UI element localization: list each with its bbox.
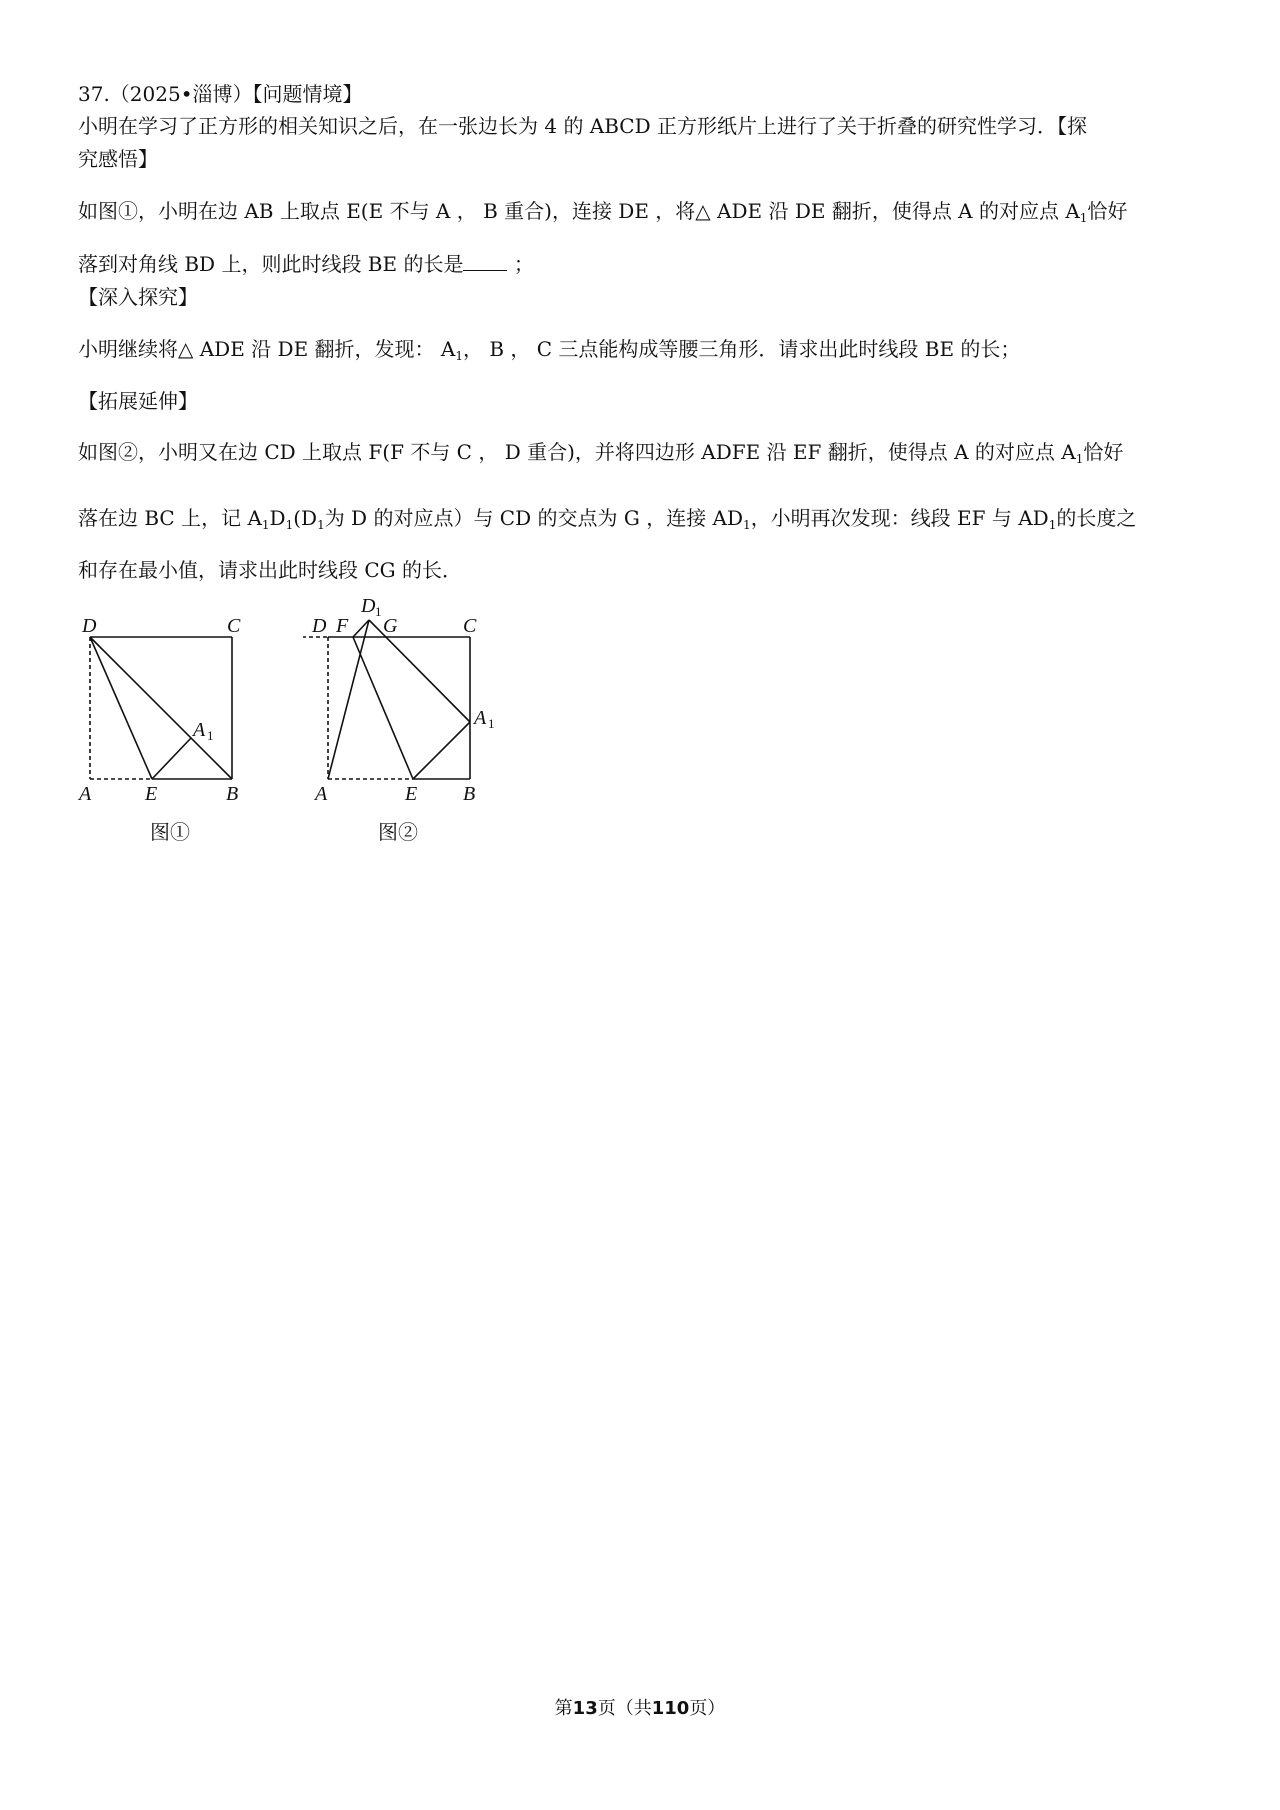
fold-line-ef [353, 637, 413, 779]
problem-text: 落在边 BC 上，记 A [78, 506, 262, 530]
problem-text: ； [507, 252, 534, 276]
label-d: D [312, 615, 327, 637]
section-heading: 【深入探究】 [78, 285, 198, 309]
problem-line [78, 438, 1123, 473]
figure-1-caption: 图① [150, 820, 190, 844]
problem-text: 恰好 [1087, 199, 1128, 223]
figure-1-geometry [90, 637, 232, 779]
footer-middle: 页（共 [597, 1698, 652, 1719]
subscript: 1 [317, 518, 325, 532]
label-a1: A [474, 707, 487, 729]
label-c: C [463, 615, 477, 637]
problem-line: 究感悟】 [78, 147, 158, 171]
segment-ad1 [328, 620, 369, 779]
footer-total-pages: 110 [651, 1698, 690, 1719]
figure-2-caption: 图② [378, 820, 418, 844]
label-a1-subscript: 1 [207, 728, 214, 743]
problem-line [78, 335, 1020, 370]
figure-2-geometry [303, 620, 470, 779]
problem-text: 如图①，小明在边 AB 上取点 E(E 不与 A ， B 重合)，连接 DE ，将△ ADE 沿 DE 翻折，使得点 A 的对应点 A [78, 199, 1080, 223]
label-c: C [227, 615, 241, 637]
problem-line [78, 504, 1136, 539]
problem-line: 和存在最小值，请求出此时线段 CG 的长． [78, 558, 462, 582]
label-e: E [145, 783, 158, 805]
label-a: A [79, 783, 92, 805]
answer-blank[interactable] [463, 252, 507, 271]
problem-text: ， B ， C 三点能构成等腰三角形．请求出此时线段 BE 的长； [462, 337, 1021, 361]
segment-ea1 [152, 738, 191, 779]
problem-text: 的长度之 [1056, 506, 1137, 530]
subscript: 1 [1079, 211, 1088, 225]
subscript: 1 [455, 349, 463, 363]
label-e: E [405, 783, 418, 805]
label-a1: A [193, 719, 206, 741]
subscript: 1 [1048, 518, 1057, 532]
subscript: 1 [285, 518, 294, 532]
label-b: B [226, 783, 239, 805]
subscript: 1 [261, 518, 270, 532]
label-b: B [463, 783, 476, 805]
folded-edge-ea1 [413, 722, 470, 779]
figure-2-diagram [303, 582, 503, 812]
problem-text: 落到对角线 BD 上，则此时线段 BE 的长是 [78, 252, 464, 276]
label-f: F [336, 615, 349, 637]
page-footer [0, 1694, 1280, 1720]
diagonal-bd [90, 637, 232, 779]
problem-header: 37.（2025•淄博）【问题情境】 [78, 82, 363, 106]
label-g: G [383, 615, 398, 637]
problem-text: 小明继续将△ ADE 沿 DE 翻折，发现： A [78, 337, 456, 361]
fold-line-de [90, 637, 152, 779]
problem-line: 小明在学习了正方形的相关知识之后，在一张边长为 4 的 ABCD 正方形纸片上进行了关于折叠的研究性学习．【探 [78, 114, 1088, 138]
label-d1-subscript: 1 [375, 604, 382, 619]
subscript: 1 [1075, 452, 1084, 466]
label-d1: D [361, 595, 376, 617]
problem-text: 如图②，小明又在边 CD 上取点 F(F 不与 C ， D 重合)，并将四边形 ADFE 沿 EF 翻折，使得点 A 的对应点 A [78, 440, 1076, 464]
footer-page-number: 13 [572, 1698, 598, 1719]
section-heading: 【拓展延伸】 [78, 389, 198, 413]
problem-line [78, 250, 534, 278]
problem-line [78, 197, 1127, 232]
label-d: D [82, 615, 97, 637]
problem-text: D [269, 506, 286, 530]
subscript: 1 [743, 518, 751, 532]
problem-text: 恰好 [1083, 440, 1124, 464]
footer-suffix: 页） [689, 1698, 726, 1719]
label-a: A [315, 783, 328, 805]
problem-text: ，小明再次发现：线段 EF 与 AD [750, 506, 1049, 530]
problem-text: (D [293, 506, 318, 530]
footer-prefix: 第 [554, 1698, 573, 1719]
figure-1-diagram [70, 582, 250, 812]
problem-text: 为 D 的对应点）与 CD 的交点为 G ，连接 AD [324, 506, 744, 530]
label-a1-subscript: 1 [488, 716, 495, 731]
